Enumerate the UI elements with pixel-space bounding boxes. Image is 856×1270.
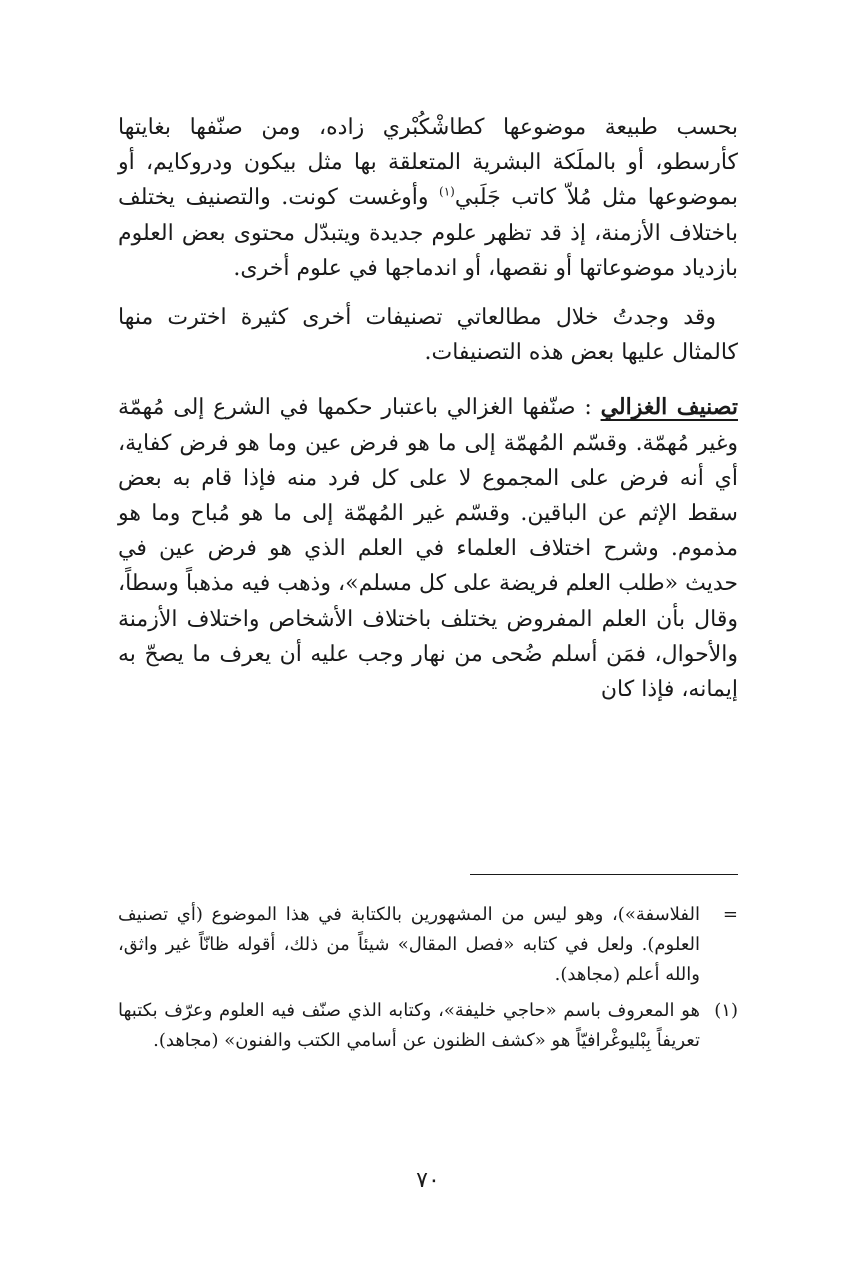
footnote-text: الفلاسفة»)، وهو ليس من المشهورين بالكتابة في هذا الموضوع (أي تصنيف العلوم). ولعل في كتابه «فصل المقال» شيئاً من ذلك، أقوله ظانّاً غير واثق، والله أعلم (مجاهد).: [118, 904, 701, 985]
footnote-continued: [118, 900, 738, 990]
footnote-separator-rule: [470, 874, 738, 875]
paragraph-selected-classifications: [118, 300, 738, 370]
paragraph-text-continued: وأوغست كونت. والتصنيف يختلف باختلاف الأزمنة، إذ قد تظهر علوم جديدة ويتبدّل محتوى بعض العلوم بازدياد موضوعاتها أو نقصها، أو اندماجها في علوم أخرى.: [118, 185, 738, 281]
page-body: [118, 110, 738, 1051]
paragraph-text: بحسب طبيعة موضوعها كطاشْكُبْري زاده، ومن صنّفها بغايتها كأرسطو، أو بالملَكة البشرية المتعلقة بها مثل بيكون ودروكايم، أو بموضوعها مثل مُلاّ كاتب جَلَبي: [118, 115, 738, 211]
footnote-marker: (١): [714, 1000, 738, 1021]
paragraph-ghazali-classification: [118, 390, 738, 707]
paragraph-classification-overview: [118, 110, 738, 286]
paragraph-text: : صنّفها الغزالي باعتبار حكمها في الشرع إلى مُهمّة وغير مُهمّة. وقسّم المُهمّة إلى ما هو فرض عين وما هو فرض كفاية، أي أنه فرض على المجموع لا على كل فرد منه فإذا قام به بعض سقط الإثم عن الباقين. وقسّم غير المُهمّة إلى ما هو مُباح وما هو مذموم. وشرح اختلاف العلماء في العلم الذي هو فرض عين في حديث «طلب العلم فريضة على كل مسلم»، وذهب فيه مذهباً وسطاً، وقال بأن العلم المفروض يختلف باختلاف الأشخاص واختلاف الأزمنة والأحوال، فمَن أسلم ضُحى من نهار وجب عليه أن يعرف ما يصحّ به إيمانه، فإذا كان: [118, 395, 738, 703]
footnote-reference-1[interactable]: (١): [439, 185, 455, 200]
section-heading-ghazali: تصنيف الغزالي: [600, 394, 738, 421]
footnote-1: [118, 996, 738, 1056]
paragraph-text: وقد وجدتُ خلال مطالعاتي تصنيفات أخرى كثيرة اخترت منها كالمثال عليها بعض هذه التصنيفات.: [118, 305, 738, 366]
page-number: ٧٠: [416, 1168, 440, 1193]
footnotes-section: [118, 900, 738, 1062]
footnote-text: هو المعروف باسم «حاجي خليفة»، وكتابه الذي صنّف فيه العلوم وعرّف بكتبها تعريفاً بِبْليوغْرافيّاً هو «كشف الظنون عن أسامي الكتب والفنون» (مجاهد).: [118, 1000, 700, 1051]
footnote-marker: =: [722, 904, 738, 925]
